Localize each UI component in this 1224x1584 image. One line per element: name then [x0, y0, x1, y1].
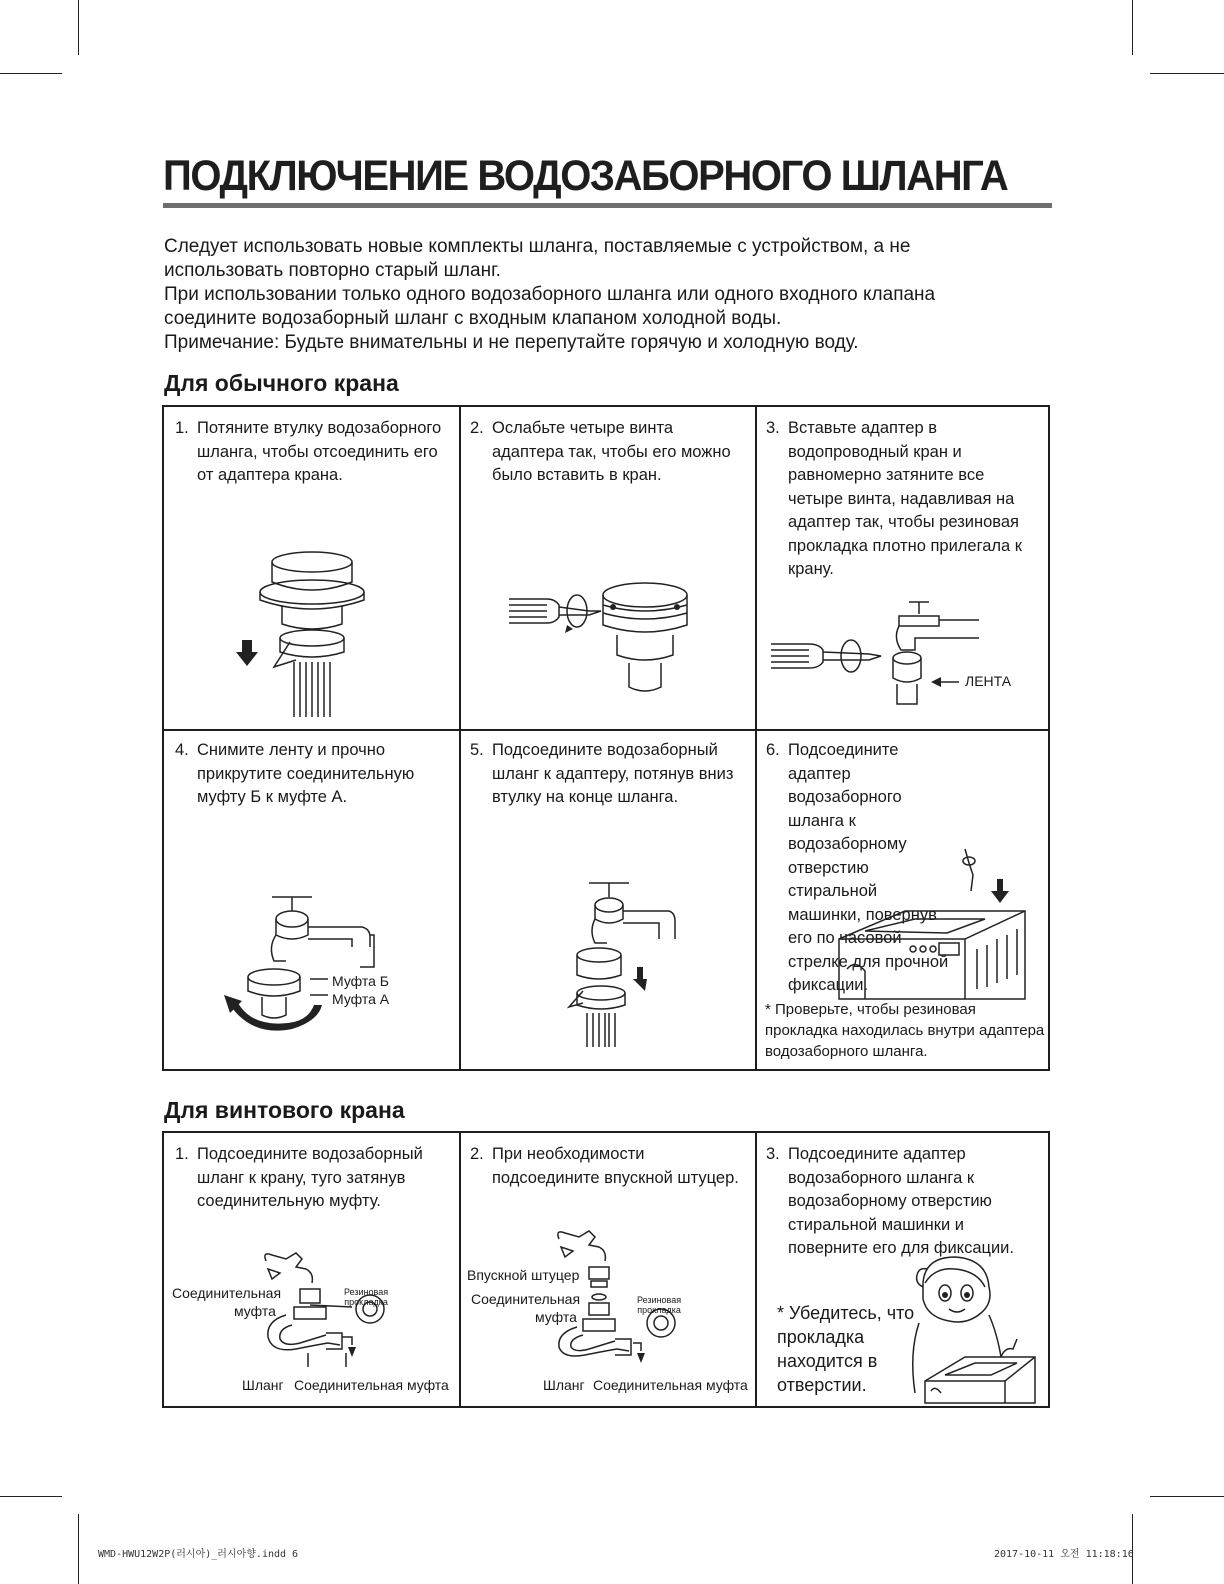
step-text — [175, 417, 451, 488]
label-coupling: Соединительная муфта — [294, 1377, 449, 1393]
step-text — [470, 417, 747, 488]
step-number: 2. — [470, 1145, 484, 1163]
step-cell — [459, 407, 757, 731]
crop-mark — [1150, 1496, 1224, 1497]
step-number: 5. — [470, 741, 484, 759]
step-cell — [755, 1133, 1050, 1408]
footer-timestamp: 2017-10-11 오전 11:18:16 — [994, 1549, 1134, 1560]
step-description: Подсоедините водозаборный шланг к адаптеру, потянув вниз втулку на конце шланга. — [492, 741, 734, 806]
rubber-gasket-note: * Проверьте, чтобы резиновая прокладка находилась внутри адаптера водозаборного шланга. — [765, 1001, 1045, 1060]
label-coupling-b: Муфта Б — [332, 973, 389, 989]
intro-line: использовать повторно старый шланг. — [164, 260, 501, 281]
label-gasket-line: Резиновая — [637, 1295, 682, 1305]
step-description: Ослабьте четыре винта адаптера так, чтобы его можно было вставить в кран. — [492, 419, 731, 484]
step-description: Вставьте адаптер в водопроводный кран и равномерно затяните все четыре винта, надавливая на адаптер так, чтобы резиновая прокладка плотно прилегала к крану. — [788, 419, 1023, 578]
crop-mark — [78, 0, 79, 55]
steps-grid-regular-tap — [162, 405, 1050, 1071]
step-description: Потяните втулку водозаборного шланга, чтобы отсоединить его от адаптера крана. — [197, 419, 442, 484]
intro-text — [164, 235, 1044, 355]
label-gasket-line: прокладка — [637, 1305, 681, 1315]
page-title: ПОДКЛЮЧЕНИЕ ВОДОЗАБОРНОГО ШЛАНГА — [163, 152, 1008, 200]
intro-line: При использовании только одного водозаборного шланга или одного входного клапана — [164, 284, 936, 305]
label-gasket — [344, 1287, 388, 1307]
section-title-screw-tap: Для винтового крана — [164, 1097, 405, 1123]
step-number: 3. — [766, 1145, 780, 1163]
adapter-pull-illustration — [234, 542, 384, 722]
step-text — [175, 1143, 451, 1214]
step-number: 6. — [766, 741, 780, 759]
crop-mark — [1132, 0, 1133, 55]
tap-coupling-illustration — [222, 889, 392, 1039]
intro-line: Примечание: Будьте внимательны и не перепутайте горячую и холодную воду. — [164, 332, 859, 353]
step-cell — [459, 729, 757, 1071]
step-cell — [164, 729, 461, 1071]
screw-tap-hose-illustration — [256, 1249, 406, 1369]
step-text — [766, 417, 1042, 582]
step-description: Снимите ленту и прочно прикрутите соединительную муфту Б к муфте А. — [197, 741, 415, 806]
step-cell — [164, 407, 461, 731]
step-text — [470, 739, 747, 810]
intro-line: Следует использовать новые комплекты шланга, поставляемые с устройством, а не — [164, 236, 911, 257]
tap-screwdriver-illustration — [769, 592, 979, 717]
title-underline — [163, 203, 1052, 208]
intro-line: соедините водозаборный шланг с входным клапаном холодной воды. — [164, 308, 782, 329]
step-text — [766, 1143, 1030, 1261]
step-description: Подсоедините адаптер водозаборного шланга к водозаборному отверстию стиральной машинки и поверните его для фиксации. — [788, 1145, 1014, 1257]
label-tape: ЛЕНТА — [965, 673, 1012, 689]
step-text — [470, 1143, 747, 1190]
step-description: Подсоедините водозаборный шланг к крану, туго затянув соединительную муфту. — [197, 1145, 423, 1210]
step-text — [175, 739, 451, 810]
step-description: При необходимости подсоедините впускной штуцер. — [492, 1145, 739, 1187]
crop-mark — [0, 73, 62, 74]
label-connector: муфта — [535, 1309, 577, 1325]
crop-mark — [78, 1514, 79, 1584]
label-coupling: Соединительная муфта — [593, 1377, 748, 1393]
screwdriver-adapter-illustration — [507, 577, 707, 707]
label-coupling-a: Муфта А — [332, 991, 390, 1007]
step-number: 1. — [175, 1145, 189, 1163]
step-cell — [459, 1133, 757, 1408]
section-title-regular-tap: Для обычного крана — [164, 370, 399, 396]
gasket-check-note: * Убедитесь, что прокладка находится в отверстии. — [777, 1303, 915, 1395]
step-number: 2. — [470, 419, 484, 437]
step-cell — [755, 729, 1050, 1071]
step-number: 1. — [175, 419, 189, 437]
label-gasket-line: Резиновая — [344, 1287, 389, 1297]
hose-adapter-illustration — [569, 879, 729, 1049]
step-number: 4. — [175, 741, 189, 759]
step-description: Подсоедините адаптер водозаборного шланга к водозаборному отверстию стиральной машинки, повернув его по часовой стрелке для прочной фиксации. — [788, 741, 949, 994]
step-cell — [164, 1133, 461, 1408]
steps-grid-screw-tap — [162, 1131, 1050, 1408]
label-connector: Соединительная — [471, 1291, 581, 1307]
label-gasket-line: прокладка — [344, 1297, 388, 1307]
step-cell — [755, 407, 1050, 731]
label-connector: Соединительная — [172, 1285, 282, 1301]
label-gasket — [637, 1295, 681, 1315]
crop-mark — [0, 1496, 62, 1497]
girl-washer-illustration — [905, 1253, 1045, 1403]
label-hose: Шланг — [543, 1377, 585, 1393]
washing-machine-illustration — [835, 839, 1045, 1004]
crop-mark — [1150, 73, 1224, 74]
label-connector: муфта — [234, 1303, 276, 1319]
label-inlet-fitting: Впускной штуцер — [467, 1267, 580, 1283]
footer-filename: WMD-HWU12W2P(러시아)_러시아향.indd 6 — [98, 1549, 299, 1560]
step-number: 3. — [766, 419, 780, 437]
label-hose: Шланг — [242, 1377, 284, 1393]
